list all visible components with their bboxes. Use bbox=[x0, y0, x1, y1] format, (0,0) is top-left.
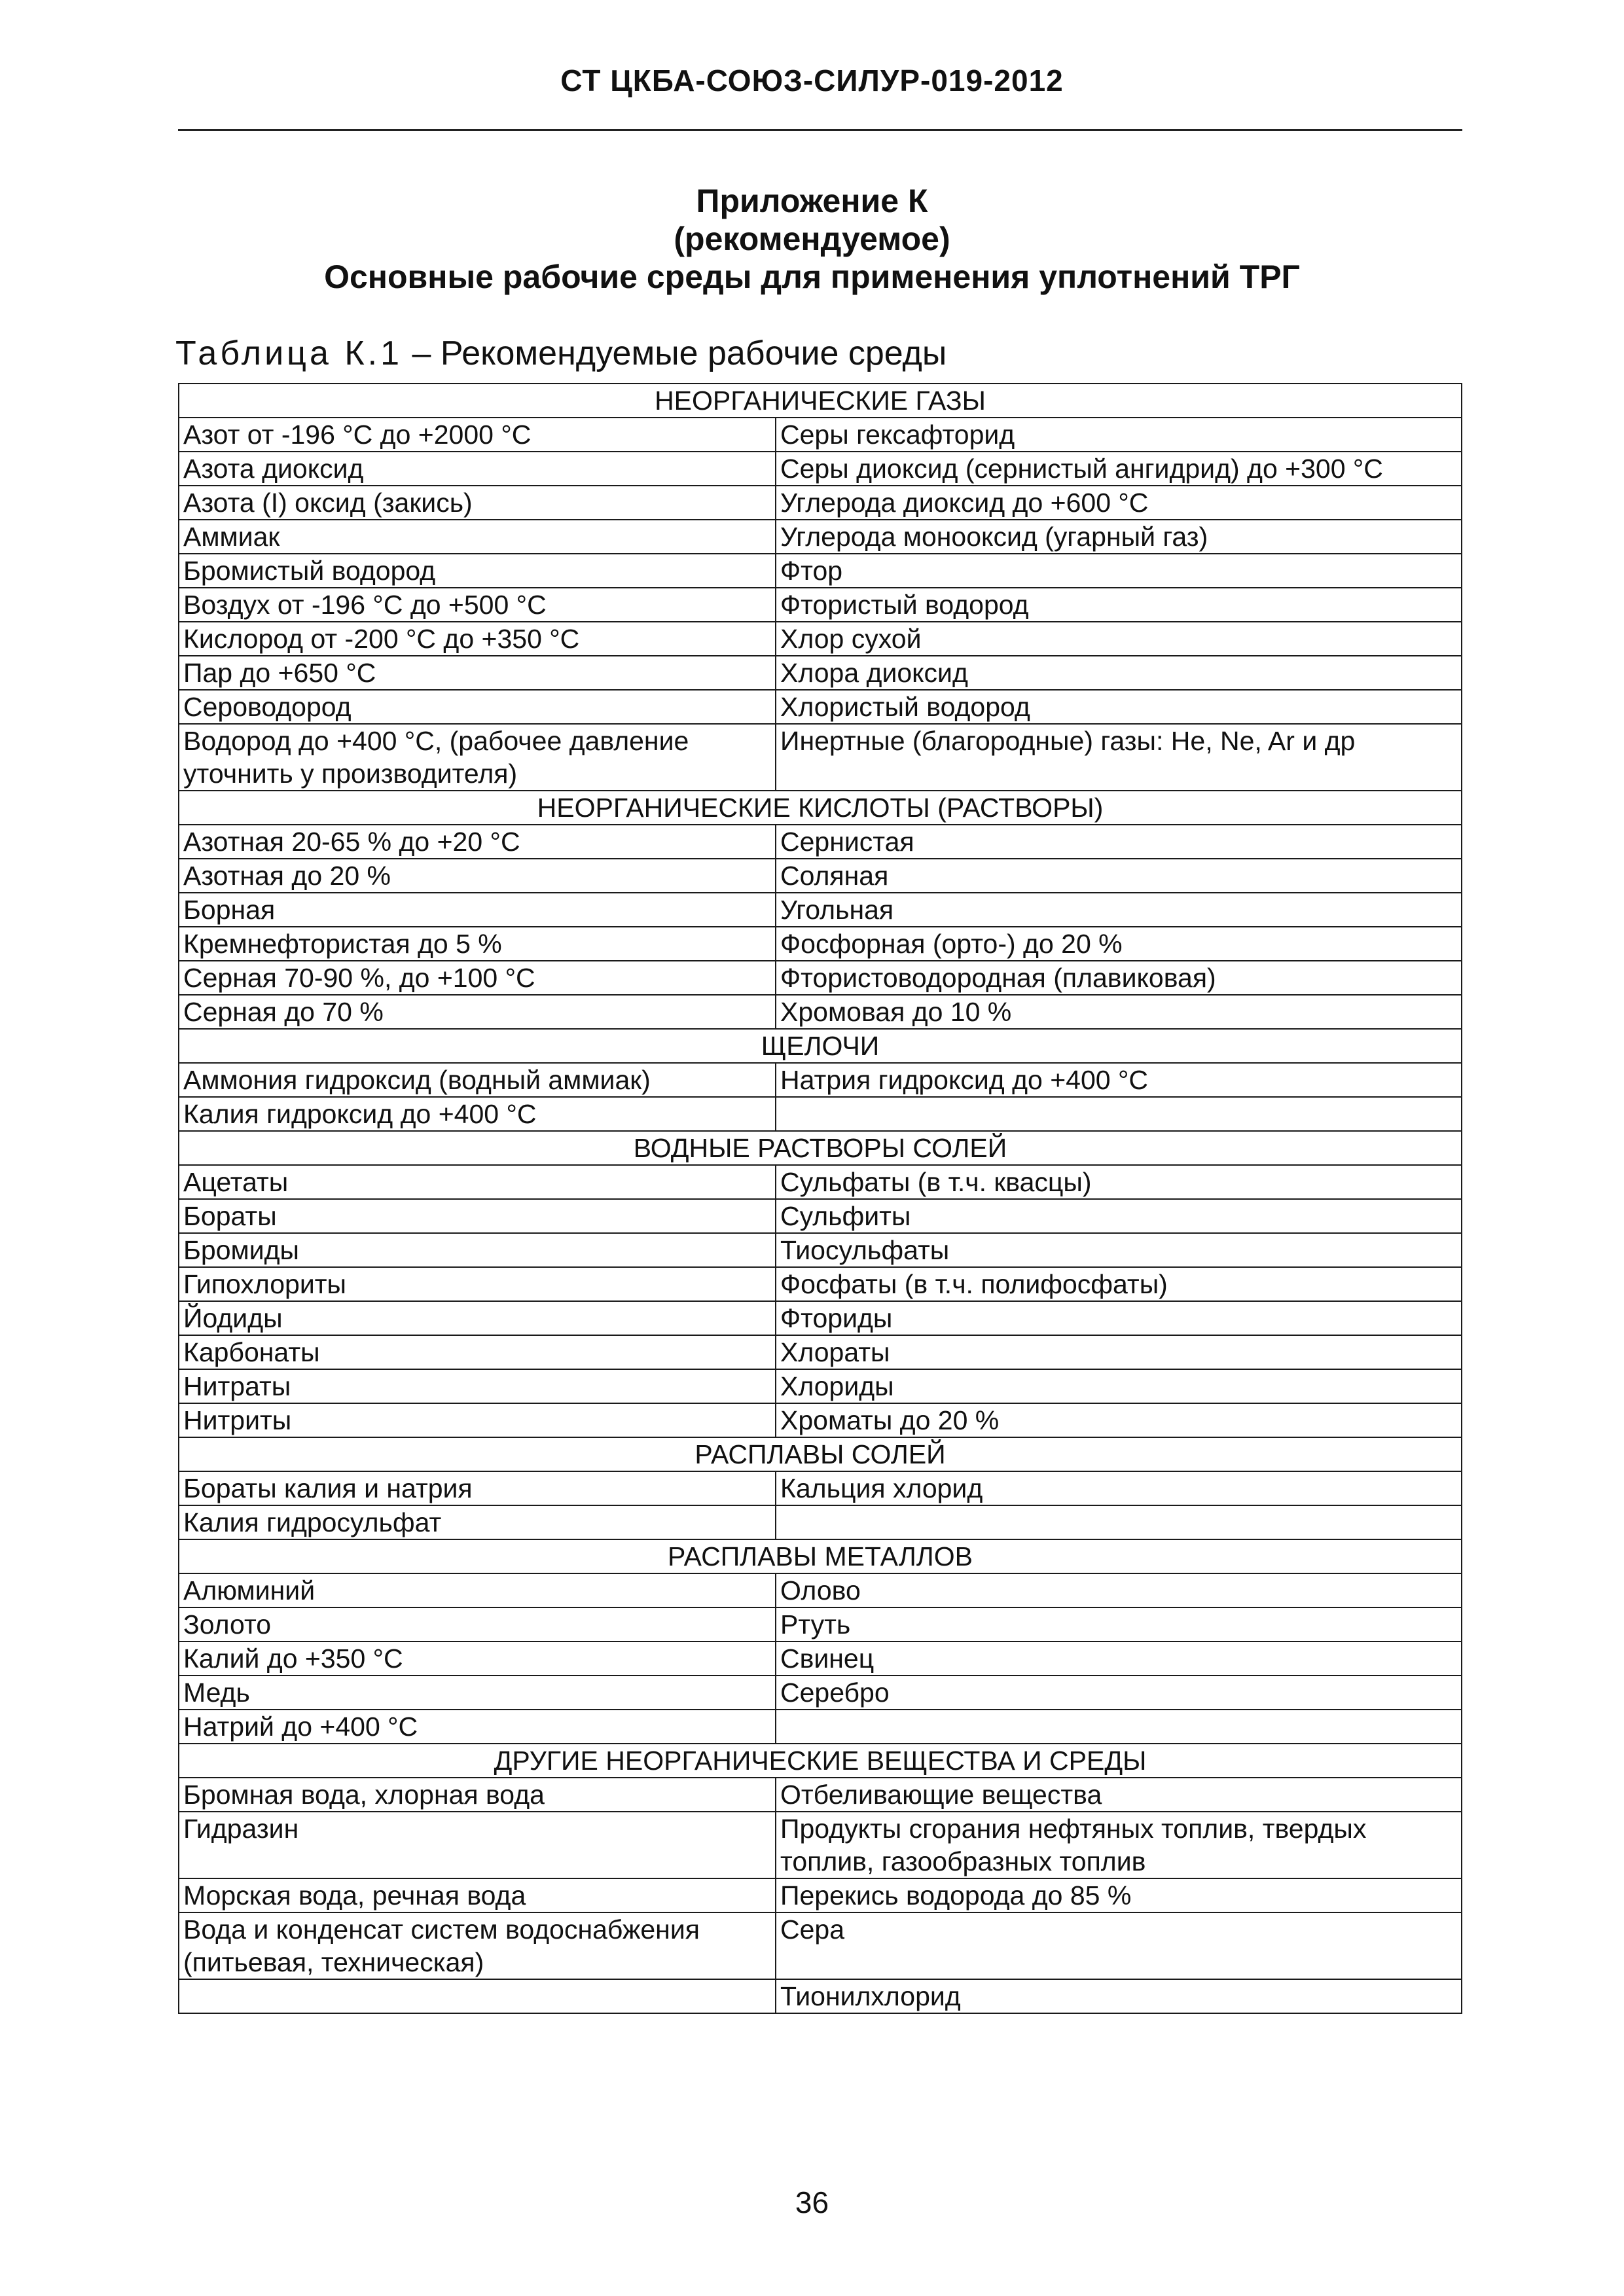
table-cell-right: Хлор сухой bbox=[776, 622, 1462, 656]
section-title: НЕОРГАНИЧЕСКИЕ ГАЗЫ bbox=[179, 384, 1462, 418]
table-row bbox=[179, 418, 1462, 452]
table-row bbox=[179, 893, 1462, 927]
section-header-row bbox=[179, 1029, 1462, 1063]
table-cell-left: Пар до +650 °С bbox=[179, 656, 776, 690]
table-cell-right: Продукты сгорания нефтяных топлив, твердых топлив, газообразных топлив bbox=[776, 1812, 1462, 1878]
section-title: ВОДНЫЕ РАСТВОРЫ СОЛЕЙ bbox=[179, 1131, 1462, 1165]
table-cell-left: Натрий до +400 °С bbox=[179, 1710, 776, 1744]
table-row bbox=[179, 486, 1462, 520]
table-cell-left: Водород до +400 °С, (рабочее давление уточнить у производителя) bbox=[179, 724, 776, 791]
table-cell-left: Ацетаты bbox=[179, 1165, 776, 1199]
table-row bbox=[179, 1812, 1462, 1878]
table-cell-right: Хлора диоксид bbox=[776, 656, 1462, 690]
table-cell-left: Морская вода, речная вода bbox=[179, 1878, 776, 1912]
table-cell-left: Гидразин bbox=[179, 1812, 776, 1878]
table-cell-left bbox=[179, 1979, 776, 2013]
section-title: ЩЕЛОЧИ bbox=[179, 1029, 1462, 1063]
table-cell-right: Сульфиты bbox=[776, 1199, 1462, 1233]
appendix-title: Приложение К bbox=[696, 183, 928, 219]
table-cell-left: Калия гидросульфат bbox=[179, 1505, 776, 1539]
table-cell-left: Алюминий bbox=[179, 1573, 776, 1607]
table-cell-left: Калия гидроксид до +400 °С bbox=[179, 1097, 776, 1131]
table-row bbox=[179, 961, 1462, 995]
table-cell-right: Хлораты bbox=[776, 1335, 1462, 1369]
table-cell-left: Воздух от -196 °С до +500 °С bbox=[179, 588, 776, 622]
table-row bbox=[179, 859, 1462, 893]
table-row bbox=[179, 1878, 1462, 1912]
table-row bbox=[179, 1165, 1462, 1199]
table-cell-right: Углерода монооксид (угарный газ) bbox=[776, 520, 1462, 554]
table-cell-right: Углерода диоксид до +600 °С bbox=[776, 486, 1462, 520]
table-cell-right: Инертные (благородные) газы: He, Ne, Ar и др bbox=[776, 724, 1462, 791]
table-cell-left: Бромистый водород bbox=[179, 554, 776, 588]
section-title: РАСПЛАВЫ МЕТАЛЛОВ bbox=[179, 1539, 1462, 1573]
section-header-row bbox=[179, 1744, 1462, 1778]
table-cell-right bbox=[776, 1710, 1462, 1744]
table-row bbox=[179, 690, 1462, 724]
table-cell-right: Отбеливающие вещества bbox=[776, 1778, 1462, 1812]
table-cell-left: Сероводород bbox=[179, 690, 776, 724]
table-caption-label: Таблица К.1 bbox=[175, 334, 403, 372]
table-row bbox=[179, 995, 1462, 1029]
table-cell-left: Гипохлориты bbox=[179, 1267, 776, 1301]
table-cell-left: Азотная 20-65 % до +20 °С bbox=[179, 825, 776, 859]
table-cell-right: Кальция хлорид bbox=[776, 1471, 1462, 1505]
table-row bbox=[179, 1063, 1462, 1097]
table-cell-right: Хромовая до 10 % bbox=[776, 995, 1462, 1029]
table-cell-left: Кремнефтористая до 5 % bbox=[179, 927, 776, 961]
table-cell-left: Азотная до 20 % bbox=[179, 859, 776, 893]
table-cell-left: Калий до +350 °С bbox=[179, 1641, 776, 1676]
table-cell-left: Борная bbox=[179, 893, 776, 927]
table-cell-left: Бораты калия и натрия bbox=[179, 1471, 776, 1505]
table-cell-left: Нитраты bbox=[179, 1369, 776, 1403]
table-cell-left: Золото bbox=[179, 1607, 776, 1641]
table-cell-right: Свинец bbox=[776, 1641, 1462, 1676]
table-cell-right: Угольная bbox=[776, 893, 1462, 927]
appendix-subject: Основные рабочие среды для применения уплотнений ТРГ bbox=[324, 259, 1300, 295]
table-cell-left: Карбонаты bbox=[179, 1335, 776, 1369]
table-row bbox=[179, 825, 1462, 859]
table-cell-right: Фториды bbox=[776, 1301, 1462, 1335]
table-cell-left: Нитриты bbox=[179, 1403, 776, 1437]
table-cell-right bbox=[776, 1097, 1462, 1131]
section-header-row bbox=[179, 1539, 1462, 1573]
table-cell-left: Аммиак bbox=[179, 520, 776, 554]
table-row bbox=[179, 622, 1462, 656]
section-header-row bbox=[179, 1131, 1462, 1165]
table-cell-left: Бромная вода, хлорная вода bbox=[179, 1778, 776, 1812]
table-cell-right: Фосфаты (в т.ч. полифосфаты) bbox=[776, 1267, 1462, 1301]
table-row bbox=[179, 588, 1462, 622]
table-cell-right: Тиосульфаты bbox=[776, 1233, 1462, 1267]
table-cell-left: Вода и конденсат систем водоснабжения (питьевая, техническая) bbox=[179, 1912, 776, 1979]
document-code: СТ ЦКБА-СОЮЗ-СИЛУР-019-2012 bbox=[560, 63, 1064, 98]
table-row bbox=[179, 452, 1462, 486]
appendix-status: (рекомендуемое) bbox=[674, 221, 950, 257]
table-cell-right: Серы диоксид (сернистый ангидрид) до +300 °С bbox=[776, 452, 1462, 486]
table-row bbox=[179, 1778, 1462, 1812]
table-cell-right: Тионилхлорид bbox=[776, 1979, 1462, 2013]
table-cell-right: Сернистая bbox=[776, 825, 1462, 859]
table-cell-right: Серебро bbox=[776, 1676, 1462, 1710]
table-caption-text: – Рекомендуемые рабочие среды bbox=[412, 334, 947, 372]
table-row bbox=[179, 1607, 1462, 1641]
table-row bbox=[179, 1369, 1462, 1403]
table-cell-right: Перекись водорода до 85 % bbox=[776, 1878, 1462, 1912]
table-cell-left: Азота диоксид bbox=[179, 452, 776, 486]
table-cell-right: Хлористый водород bbox=[776, 690, 1462, 724]
table-cell-left: Бораты bbox=[179, 1199, 776, 1233]
table-row bbox=[179, 1301, 1462, 1335]
table-cell-left: Кислород от -200 °С до +350 °С bbox=[179, 622, 776, 656]
section-header-row bbox=[179, 791, 1462, 825]
table-cell-left: Серная 70-90 %, до +100 °С bbox=[179, 961, 776, 995]
section-title: НЕОРГАНИЧЕСКИЕ КИСЛОТЫ (РАСТВОРЫ) bbox=[179, 791, 1462, 825]
table-row bbox=[179, 1471, 1462, 1505]
table-cell-right: Фтористоводородная (плавиковая) bbox=[776, 961, 1462, 995]
table-row bbox=[179, 1573, 1462, 1607]
header-rule bbox=[178, 129, 1462, 131]
page-number: 36 bbox=[795, 2185, 829, 2219]
table-row bbox=[179, 1267, 1462, 1301]
table-row bbox=[179, 1505, 1462, 1539]
table-row bbox=[179, 1641, 1462, 1676]
table-row bbox=[179, 1710, 1462, 1744]
table-cell-left: Аммония гидроксид (водный аммиак) bbox=[179, 1063, 776, 1097]
table-caption bbox=[175, 334, 947, 373]
table-row bbox=[179, 1233, 1462, 1267]
table-cell-right: Сульфаты (в т.ч. квасцы) bbox=[776, 1165, 1462, 1199]
table-cell-left: Азота (I) оксид (закись) bbox=[179, 486, 776, 520]
table-row bbox=[179, 1912, 1462, 1979]
table-cell-left: Бромиды bbox=[179, 1233, 776, 1267]
table-cell-right: Соляная bbox=[776, 859, 1462, 893]
section-header-row bbox=[179, 384, 1462, 418]
table-cell-left: Азот от -196 °С до +2000 °С bbox=[179, 418, 776, 452]
table-cell-right bbox=[776, 1505, 1462, 1539]
table-row bbox=[179, 927, 1462, 961]
table-cell-right: Хлориды bbox=[776, 1369, 1462, 1403]
table-row bbox=[179, 520, 1462, 554]
table-cell-right: Сера bbox=[776, 1912, 1462, 1979]
table-cell-right: Фтор bbox=[776, 554, 1462, 588]
table-row bbox=[179, 1097, 1462, 1131]
table-row bbox=[179, 1676, 1462, 1710]
table-row bbox=[179, 1403, 1462, 1437]
table-cell-right: Фосфорная (орто-) до 20 % bbox=[776, 927, 1462, 961]
table-row bbox=[179, 1979, 1462, 2013]
table-cell-right: Ртуть bbox=[776, 1607, 1462, 1641]
table-cell-right: Фтористый водород bbox=[776, 588, 1462, 622]
section-header-row bbox=[179, 1437, 1462, 1471]
table-cell-left: Медь bbox=[179, 1676, 776, 1710]
table-row bbox=[179, 1335, 1462, 1369]
working-media-table bbox=[178, 383, 1462, 2014]
section-title: РАСПЛАВЫ СОЛЕЙ bbox=[179, 1437, 1462, 1471]
table-row bbox=[179, 656, 1462, 690]
table-cell-right: Олово bbox=[776, 1573, 1462, 1607]
table-cell-left: Серная до 70 % bbox=[179, 995, 776, 1029]
table-row bbox=[179, 1199, 1462, 1233]
table-cell-left: Йодиды bbox=[179, 1301, 776, 1335]
table-cell-right: Натрия гидроксид до +400 °С bbox=[776, 1063, 1462, 1097]
table-row bbox=[179, 724, 1462, 791]
section-title: ДРУГИЕ НЕОРГАНИЧЕСКИЕ ВЕЩЕСТВА И СРЕДЫ bbox=[179, 1744, 1462, 1778]
table-cell-right: Хроматы до 20 % bbox=[776, 1403, 1462, 1437]
table-cell-right: Серы гексафторид bbox=[776, 418, 1462, 452]
table-row bbox=[179, 554, 1462, 588]
